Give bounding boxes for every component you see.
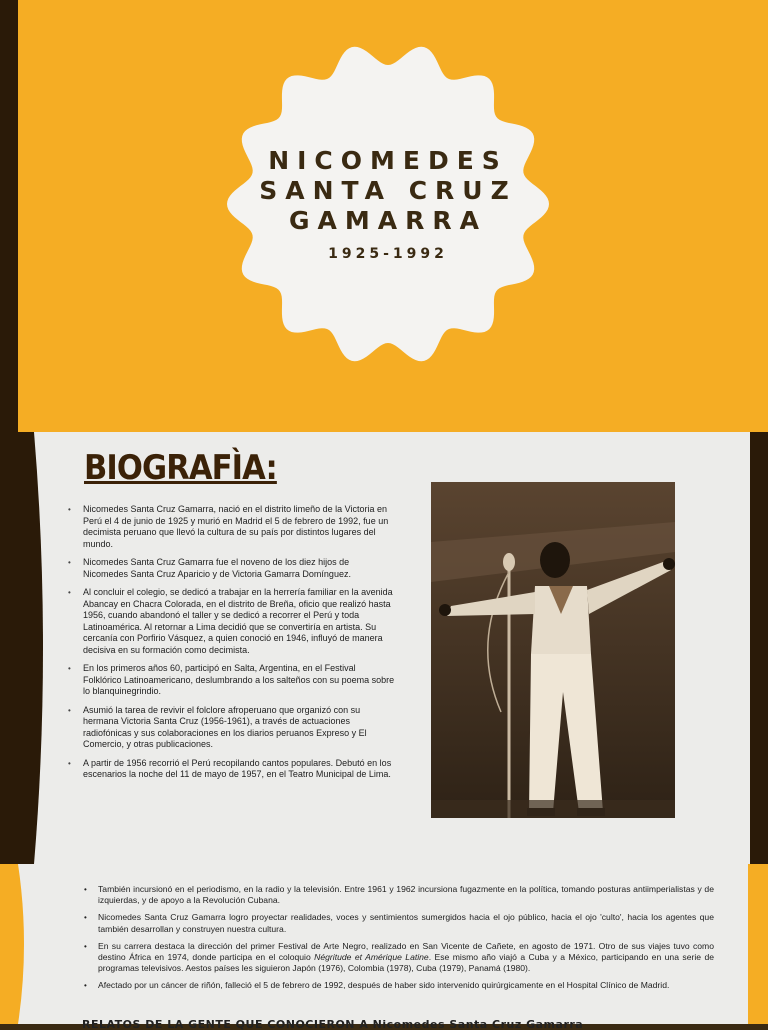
- list-item: • Nicomedes Santa Cruz Gamarra fue el noveno de los diez hijos de Nicomedes Santa Cruz Aparicio y de Victoria Gamarra Domínguez.: [66, 557, 396, 580]
- left-curve-decoration: [0, 432, 60, 864]
- list-item: • Afectado por un cáncer de riñón, falleció el 5 de febrero de 1992, después de haber sido intervenido quirúrgicamente en el Hospital Clínico de Madrid.: [82, 980, 714, 991]
- list-item: • Nicomedes Santa Cruz Gamarra, nació en el distrito limeño de la Victoria en Perú el 4 de junio de 1925 y murió en Madrid el 5 de febrero de 1992, fue un decimista peruano que llevó la cultura de su país por distintos lugares del mundo.: [66, 504, 396, 550]
- title-line-3: GAMARRA: [289, 206, 487, 235]
- biography-heading: BIOGRAFÌA:: [84, 448, 277, 488]
- list-item: • Nicomedes Santa Cruz Gamarra logro proyectar realidades, voces y sentimientos sumergidos hacia el ojo público, hacia el ojo 'culto', hacia los agentes que también desarrollan y construyen nuestra cultura.: [82, 912, 714, 934]
- years-label: 1925-1992: [328, 246, 448, 262]
- list-item: • En los primeros años 60, participó en Salta, Argentina, en el Festival Folklórico Latinoamericano, deslumbrando a los salteños con su poema sobre lo blanquinegrindio.: [66, 663, 396, 698]
- biography-slide: [0, 432, 768, 864]
- list-item: • En su carrera destaca la dirección del primer Festival de Arte Negro, realizado en San Vicente de Cañete, en agosto de 1971. Otro de sus viajes tuvo como destino África en 1974, donde participa en el coloquio Négritude et Amérique Latine. Ese mismo año viajó a Cuba y a México, participando en una serie de programas televisivos. Aestos países les siguieron Japón (1976), Colombia (1978), Cuba (1979), Panamá (1980).: [82, 941, 714, 975]
- title-line-1: NICOMEDES: [268, 146, 508, 175]
- list-item: • Asumió la tarea de revivir el folclore afroperuano que organizó con su hermana Victoria Santa Cruz (1956-1961), a través de actuaciones radiofónicas y sus colaboraciones en los diarios peruanos Expreso y El Comercio, y otras publicaciones.: [66, 705, 396, 751]
- slide-left-bar: [0, 0, 18, 432]
- scalloped-badge: [222, 38, 554, 370]
- title-slide: [0, 0, 768, 432]
- performer-photo: [431, 482, 675, 818]
- slide-right-bar: [748, 864, 768, 1024]
- continuation-list: [82, 884, 714, 998]
- biography-list: [66, 504, 396, 788]
- list-item: • A partir de 1956 recorrió el Perú recopilando cantos populares. Debutó en los escenarios la noche del 11 de mayo de 1957, en el Teatro Municipal de Lima.: [66, 758, 396, 781]
- list-item: • También incursionó en el periodismo, en la radio y la televisión. Entre 1961 y 1962 incursiona fugazmente en la política, tomando posturas antiimperialistas y de izquierdas, y de apoyo a la Revolución Cubana.: [82, 884, 714, 906]
- left-curve-decoration: [0, 864, 60, 1024]
- title-line-2: SANTA CRUZ: [259, 176, 517, 205]
- badge-text: [222, 146, 554, 262]
- continuation-slide: [0, 864, 768, 1030]
- list-item: • Al concluir el colegio, se dedicó a trabajar en la herrería familiar en la avenida Abancay en Chacra Colorada, en el distrito de Breña, oficio que realizó hasta 1956, cuando abandonó el taller y se dedicó a recorrer el Perú y toda Latinoamérica. Al retornar a Lima decidió que se convertiría en artista. Su cercanía con Porfirio Vásquez, a quien conoció en 1946, influyó de manera decisiva en su formación como decimista.: [66, 587, 396, 656]
- section-heading-cut: RELATOS DE LA GENTE QUE CONOCIERON A Nicomedes Santa Cruz Gamarra: [82, 1018, 584, 1030]
